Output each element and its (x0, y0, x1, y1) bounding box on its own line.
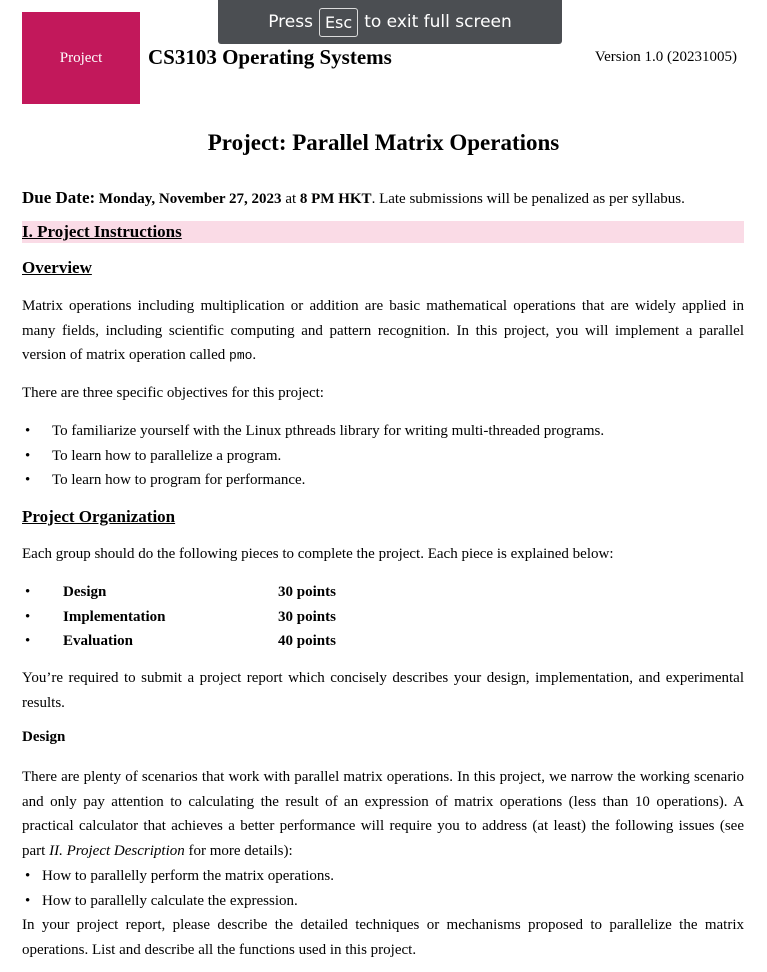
list-item (22, 629, 336, 654)
section-heading-instructions (22, 221, 744, 243)
design-text: There are plenty of scenarios that work with parallel matrix operations. In this project, we narrow the working scenario and only pay attention to calculating the result of an expression of matrix operations (less than 10 operations). A practical calculator that achieves a better performance will require you to address (at least) the following issues (see part (22, 769, 744, 859)
objectives-list (22, 419, 604, 493)
piece-name: • Design (63, 584, 107, 600)
overview-text: Matrix operations including multiplication or addition are basic mathematical operations that are widely applied in many fields, including scientific computing and pattern recognition. In this project, you will implement a parallel version of matrix operation called (22, 298, 744, 363)
design-ref: II. Project Description (49, 842, 185, 859)
list-item (22, 580, 336, 605)
logo-text: Project (59, 49, 103, 66)
due-at: at (285, 191, 297, 207)
list-item: • How to parallelly perform the matrix operations. (22, 864, 334, 889)
list-item (22, 605, 336, 630)
design-heading: Design (22, 729, 66, 745)
due-label: Due Date: (22, 188, 96, 207)
piece-points: 40 points (278, 633, 336, 649)
hint-press: Press (268, 12, 313, 32)
piece-name: • Evaluation (63, 633, 134, 649)
objectives-intro: There are three specific objectives for this project: (22, 385, 324, 401)
issues-list (22, 864, 334, 913)
fullscreen-hint (218, 0, 562, 44)
list-item: • How to parallelly calculate the expression. (22, 889, 334, 914)
design-text-end: for more details): (188, 842, 293, 859)
esc-key: Esc (319, 8, 358, 37)
hint-suffix: to exit full screen (364, 12, 512, 32)
due-time: 8 PM HKT (299, 191, 372, 207)
list-item: • To learn how to program for performance. (22, 468, 604, 493)
design-paragraph (22, 765, 744, 863)
overview-heading: Overview (22, 258, 92, 277)
due-date-line (22, 186, 744, 212)
due-note: . Late submissions will be penalized as per syllabus. (371, 191, 685, 207)
list-item: • To learn how to parallelize a program. (22, 444, 604, 469)
overview-end: . (252, 347, 257, 363)
code-pmo: pmo (229, 348, 253, 363)
due-date: Monday, November 27, 2023 (98, 191, 282, 207)
organization-heading: Project Organization (22, 507, 176, 526)
document-title: Project: Parallel Matrix Operations (207, 130, 560, 155)
list-item: • To familiarize yourself with the Linux pthreads library for writing multi-threaded programs. (22, 419, 604, 444)
project-logo (22, 12, 140, 104)
points-list (22, 580, 336, 654)
organization-intro: Each group should do the following pieces to complete the project. Each piece is explained below: (22, 546, 614, 562)
piece-points: 30 points (278, 584, 336, 600)
course-title: CS3103 Operating Systems (148, 45, 392, 69)
report-paragraph: You’re required to submit a project report which concisely describes your design, implementation, and experimental results. (22, 670, 744, 711)
version-label: Version 1.0 (20231005) (594, 49, 737, 65)
section-title: I. Project Instructions (22, 222, 182, 241)
piece-name: • Implementation (63, 608, 166, 625)
overview-paragraph (22, 294, 744, 369)
design-closing: In your project report, please describe the detailed techniques or mechanisms proposed to parallelize the matrix operations. List and describe all the functions used in this project. (22, 917, 744, 958)
piece-points: 30 points (278, 608, 336, 625)
